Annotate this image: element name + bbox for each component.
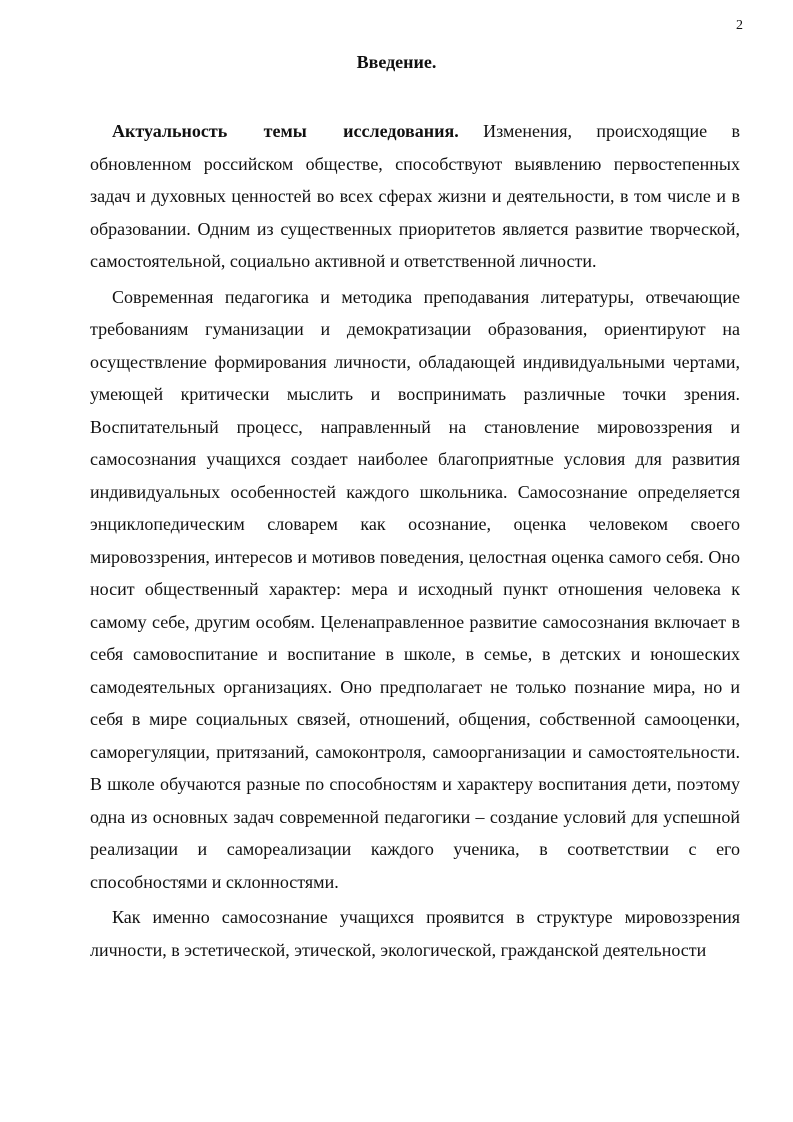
page-number: 2 bbox=[736, 18, 743, 33]
paragraph-self-awareness bbox=[90, 901, 740, 966]
document-body bbox=[90, 115, 740, 969]
paragraph-text: Как именно самосознание учащихся проявится в структуре мировоззрения личности, в эстетической, этической, экологической, гражданской деятельности bbox=[90, 907, 740, 960]
paragraph-relevance bbox=[90, 115, 740, 278]
paragraph-pedagogy bbox=[90, 281, 740, 899]
paragraph-text: Изменения, происходящие в обновленном российском обществе, способствуют выявлению первостепенных задач и духовных ценностей во всех сферах жизни и деятельности, в том числе и в образовании. Одним из существенных приоритетов является развитие творческой, самостоятельной, социально активной и ответственной личности. bbox=[90, 121, 741, 271]
paragraph-text: Современная педагогика и методика преподавания литературы, отвечающие требованиям гуманизации и демократизации образования, ориентируют на осуществление формирования личности, обладающей индивидуальными чертами, умеющей критически мыслить и воспринимать различные точки зрения. Воспитательный процесс, направленный на становление мировоззрения и самосознания учащихся создает наиболее благоприятные условия для развития индивидуальных особенностей каждого школьника. Самосознание определяется энциклопедическим словарем как осознание, оценка человеком своего мировоззрения, интересов и мотивов поведения, целостная оценка самого себя. Оно носит общественный характер: мера и исходный пункт отношения человека к самому себе, другим особям. Целенаправленное развитие самосознания включает в себя самовоспитание и воспитание в школе, в семье, в детских и юношеских самодеятельных организациях. Оно предполагает не только познание мира, но и себя в мире социальных связей, отношений, общения, собственной самооценки, саморегуляции, притязаний, самоконтроля, самоорганизации и самостоятельности. В школе обучаются разные по способностям и характеру воспитания дети, поэтому одна из основных задач современной педагогики – создание условий для успешной реализации и самореализации каждого ученика, в соответствии с его способностями и склонностями. bbox=[90, 286, 740, 892]
page-title: Введение. bbox=[356, 52, 437, 72]
relevance-heading: Актуальность темы исследования. bbox=[112, 121, 459, 141]
